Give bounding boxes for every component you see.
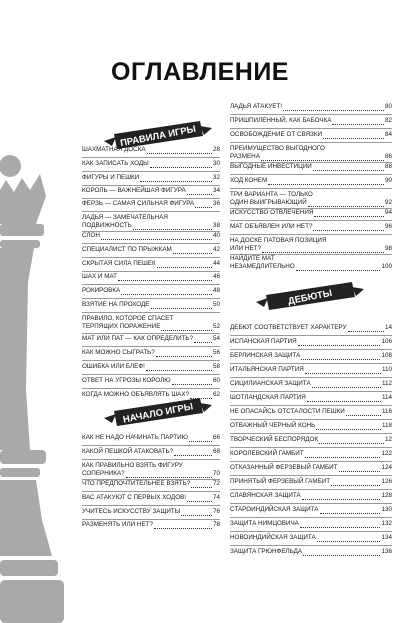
dot-leader — [332, 118, 384, 125]
toc-entry-page: 62 — [212, 391, 220, 398]
toc-entry-label: ПОДВИЖНОСТЬ — [82, 222, 132, 229]
separator-line — [230, 377, 392, 378]
toc-entry[interactable] — [82, 363, 220, 371]
section-banner-openings — [254, 281, 366, 313]
separator-line — [230, 174, 392, 175]
toc-entry-label: ВАС АТАКУЮТ С ПЕРВЫХ ХОДОВ! — [82, 494, 187, 501]
toc-entry[interactable] — [230, 177, 392, 185]
separator-line — [82, 445, 220, 446]
toc-entry-label: РОКИРОВКА — [82, 287, 121, 294]
toc-entry-label: НА ДОСКЕ ПАТОВАЯ ПОЗИЦИЯ — [230, 237, 327, 244]
toc-entry-page: 88 — [384, 163, 392, 170]
toc-entry-page: 116 — [381, 408, 392, 415]
toc-entry[interactable] — [82, 246, 220, 254]
dot-leader — [314, 210, 384, 217]
dot-leader — [300, 521, 381, 528]
toc-entry[interactable] — [230, 131, 392, 139]
dot-leader — [126, 471, 212, 478]
toc-entry[interactable] — [82, 335, 220, 343]
dot-leader — [118, 274, 212, 281]
toc-entry-page: 52 — [212, 323, 220, 330]
toc-entry[interactable] — [230, 338, 392, 346]
separator-line — [230, 363, 392, 364]
dot-leader — [298, 339, 381, 346]
toc-entry-label: РАЗМЕНА — [230, 153, 260, 160]
toc-entry[interactable] — [82, 301, 220, 309]
toc-entry-label: ОТВЕТ НА УГРОЗЫ КОРОЛЮ — [82, 377, 171, 384]
toc-entry[interactable] — [230, 478, 392, 486]
toc-entry-page: 94 — [384, 209, 392, 216]
toc-entry[interactable] — [82, 462, 220, 478]
toc-entry[interactable] — [230, 145, 392, 161]
toc-entry[interactable] — [230, 492, 392, 500]
dot-leader — [307, 395, 381, 402]
separator-line — [82, 185, 220, 186]
toc-entry-page: 50 — [212, 301, 220, 308]
dot-leader — [268, 178, 384, 185]
separator-line — [82, 346, 220, 347]
toc-entry[interactable] — [82, 160, 220, 168]
toc-entry[interactable] — [230, 408, 392, 416]
toc-entry-label: БЕРЛИНСКАЯ ЗАЩИТА — [230, 352, 301, 359]
toc-entry-page: 86 — [384, 153, 392, 160]
separator-line — [82, 243, 220, 244]
toc-entry-label: МАТ ОБЪЯВЛЕН ИЛИ НЕТ? — [230, 223, 313, 230]
toc-entry-page: 112 — [381, 380, 392, 387]
toc-entry-label: ЛАДЬЯ — ЗАМЕЧАТЕЛЬНАЯ — [82, 214, 168, 221]
dot-leader — [312, 381, 381, 388]
toc-entry-label: ИСПАНСКАЯ ПАРТИЯ — [230, 338, 297, 345]
dot-leader — [172, 378, 212, 385]
dot-leader — [156, 350, 212, 357]
toc-entry-label: ОСВОБОЖДЕНИЕ ОТ СВЯЗКИ — [230, 131, 323, 138]
toc-entry[interactable] — [82, 391, 220, 399]
toc-entry-page: 34 — [212, 187, 220, 194]
toc-entry[interactable] — [230, 366, 392, 374]
toc-entry[interactable] — [82, 521, 220, 529]
separator-line — [230, 475, 392, 476]
dot-leader — [194, 336, 212, 343]
toc-entry-page: 70 — [212, 470, 220, 477]
dot-leader — [140, 175, 212, 182]
toc-entry[interactable] — [82, 349, 220, 357]
separator-line — [230, 128, 392, 129]
dot-leader — [262, 246, 384, 253]
toc-entry-page: 72 — [212, 480, 220, 487]
toc-entry[interactable] — [82, 434, 220, 442]
toc-entry[interactable] — [230, 464, 392, 472]
toc-entry[interactable] — [230, 117, 392, 125]
dot-leader — [173, 247, 212, 254]
toc-entry-page: 48 — [212, 287, 220, 294]
toc-entry-page: 66 — [212, 434, 220, 441]
separator-line — [82, 519, 220, 520]
toc-entry[interactable] — [82, 200, 220, 208]
dot-leader — [302, 493, 381, 500]
toc-entry-page: 100 — [381, 263, 392, 270]
dot-leader — [174, 449, 212, 456]
page-title: ОГЛАВЛЕНИЕ — [111, 58, 289, 86]
dot-leader — [303, 549, 380, 556]
toc-entry-page: 58 — [212, 363, 220, 370]
separator-line — [230, 503, 392, 504]
toc-entry[interactable] — [230, 422, 392, 430]
separator-line — [82, 505, 220, 506]
separator-line — [82, 374, 220, 375]
toc-entry-label: ПРИШПИЛЕННЫЙ, КАК БАБОЧКА — [230, 117, 332, 124]
dot-leader — [313, 224, 384, 231]
toc-entry[interactable] — [82, 315, 220, 331]
toc-entry-label: ПРИНЯТЫЙ ФЕРЗЕВЫЙ ГАМБИТ — [230, 478, 331, 485]
toc-entry[interactable] — [230, 103, 392, 111]
toc-entry[interactable] — [230, 380, 392, 388]
toc-entry[interactable] — [82, 187, 220, 195]
toc-entry-label: КАК НЕ НАДО НАЧИНАТЬ ПАРТИЮ — [82, 434, 188, 441]
toc-entry-page: 132 — [381, 520, 392, 527]
toc-entry-page: 82 — [384, 117, 392, 124]
dot-leader — [313, 164, 384, 171]
toc-entry-label: СОПЕРНИКА? — [82, 470, 125, 477]
separator-line — [230, 461, 392, 462]
dot-leader — [317, 535, 381, 542]
toc-entry[interactable] — [82, 232, 220, 240]
toc-entry-page: 38 — [212, 222, 220, 229]
toc-entry-label: ТЕРПЯЩИХ ПОРАЖЕНИЕ — [82, 323, 161, 330]
toc-entry-label: КОГДА МОЖНО ОБЪЯВЛЯТЬ ШАХ? — [82, 391, 190, 398]
dot-leader — [150, 161, 212, 168]
toc-entry[interactable] — [230, 534, 392, 542]
toc-entry-page: 98 — [384, 245, 392, 252]
separator-line — [230, 545, 392, 546]
toc-entry-label: КАК ЗАПИСАТЬ ХОДЫ — [82, 160, 149, 167]
separator-line — [230, 391, 392, 392]
toc-entry-label: ИСКУССТВО ОТВЛЕЧЕНИЯ — [230, 209, 314, 216]
toc-entry-label: ФЕРЗЬ — САМАЯ СИЛЬНАЯ ФИГУРА — [82, 200, 195, 207]
toc-entry-page: 134 — [381, 534, 392, 541]
toc-entry-page: 84 — [384, 131, 392, 138]
toc-entry-label: ШАХ И МАТ — [82, 273, 117, 280]
toc-entry-page: 32 — [212, 174, 220, 181]
dot-leader — [320, 507, 381, 514]
toc-entry-label: ТВОРЧЕСКИЙ БЕСПОРЯДОК — [230, 436, 319, 443]
toc-entry-page: 28 — [212, 146, 220, 153]
dot-leader — [157, 261, 212, 268]
toc-entry-label: ХОД КОНЕМ — [230, 177, 268, 184]
dot-leader — [191, 481, 212, 488]
toc-entry-page: 90 — [384, 177, 392, 184]
toc-entry-page: 12 — [384, 436, 392, 443]
dot-leader — [187, 188, 212, 195]
toc-entry[interactable] — [230, 352, 392, 360]
toc-entry-label: РАЗМЕНЯТЬ ИЛИ НЕТ? — [82, 521, 154, 528]
dot-leader — [261, 154, 384, 161]
toc-entry-page: 80 — [384, 103, 392, 110]
toc-entry-label: ПРАВИЛО, КОТОРОЕ СПАСЕТ — [82, 315, 174, 322]
toc-entry-page: 110 — [381, 366, 392, 373]
separator-line — [82, 388, 220, 389]
toc-entry-label: НЕ ОПАСАЙСЬ ОТСТАЛОСТИ ПЕШКИ — [230, 408, 345, 415]
separator-line — [230, 349, 392, 350]
toc-entry[interactable] — [230, 520, 392, 528]
queen-silhouette-icon — [0, 150, 64, 623]
toc-entry[interactable] — [230, 255, 392, 271]
toc-entry-label: СЛОН — [82, 232, 100, 239]
separator-line — [82, 312, 220, 313]
dot-leader — [154, 522, 212, 529]
dot-leader — [331, 479, 380, 486]
toc-entry-page: 44 — [212, 260, 220, 267]
toc-entry-page: 126 — [381, 478, 392, 485]
toc-entry-label: НАЙДИТЕ МАТ — [230, 255, 275, 262]
separator-line — [230, 405, 392, 406]
toc-entry[interactable] — [82, 214, 220, 230]
toc-entry-label: МАТ ИЛИ ПАТ — КАК ОПРЕДЕЛИТЬ? — [82, 335, 194, 342]
toc-entry-page: 78 — [212, 521, 220, 528]
separator-line — [230, 114, 392, 115]
toc-entry-page: 68 — [212, 448, 220, 455]
separator-line — [230, 335, 392, 336]
toc-entry-page: 74 — [212, 494, 220, 501]
toc-entry-page: 76 — [212, 508, 220, 515]
toc-entry-page: 130 — [381, 506, 392, 513]
toc-entry-label: СПЕЦИАЛИСТ ПО ПРЫЖКАМ — [82, 246, 172, 253]
separator-line — [230, 447, 392, 448]
separator-line — [230, 433, 392, 434]
toc-entry-page: 136 — [381, 548, 392, 555]
toc-entry-page: 56 — [212, 349, 220, 356]
separator-line — [230, 220, 392, 221]
separator-line — [82, 298, 220, 299]
dot-leader — [190, 392, 212, 399]
dot-leader — [316, 423, 381, 430]
toc-entry-page: 108 — [381, 352, 392, 359]
toc-entry[interactable] — [230, 506, 392, 514]
toc-entry-page: 36 — [212, 200, 220, 207]
toc-entry-label: КАК МОЖНО СЫГРАТЬ? — [82, 349, 155, 356]
toc-entry-label: КОРОЛЕВСКИЙ ГАМБИТ — [230, 450, 304, 457]
toc-entry[interactable] — [230, 209, 392, 217]
toc-entry-page: 30 — [212, 160, 220, 167]
dot-leader — [195, 201, 212, 208]
toc-entry-label: ВЫГОДНЫЕ ИНВЕСТИЦИИ — [230, 163, 312, 170]
toc-entry[interactable] — [230, 450, 392, 458]
dot-leader — [181, 509, 212, 516]
dot-leader — [348, 325, 384, 332]
toc-entry-page: 46 — [212, 273, 220, 280]
toc-entry-page: 124 — [381, 464, 392, 471]
toc-entry[interactable] — [82, 480, 220, 488]
toc-entry-label: ЛАДЬЯ АТАКУЕТ! — [230, 103, 283, 110]
toc-entry-page: 14 — [384, 324, 392, 331]
toc-entry[interactable] — [82, 377, 220, 385]
toc-entry-label: ЧТО ПРЕДПОЧТИТЕЛЬНЕЕ ВЗЯТЬ? — [82, 480, 191, 487]
toc-entry-page: 106 — [381, 338, 392, 345]
section-heading: ДЕБЮТЫ — [287, 287, 333, 307]
toc-entry-label: ШОТЛАНДСКАЯ ПАРТИЯ — [230, 394, 306, 401]
dot-leader — [189, 435, 212, 442]
toc-entry[interactable] — [230, 163, 392, 171]
separator-line — [230, 517, 392, 518]
dot-leader — [121, 288, 212, 295]
toc-entry-label: ОТВАЖНЫЙ ЧЕРНЫЙ КОНЬ — [230, 422, 316, 429]
separator-line — [82, 459, 220, 460]
toc-entry-label: ИЛИ НЕТ? — [230, 245, 262, 252]
dot-leader — [133, 223, 212, 230]
toc-entry[interactable] — [82, 494, 220, 502]
toc-entry-page: 54 — [212, 335, 220, 342]
dot-leader — [296, 264, 381, 271]
separator-line — [82, 171, 220, 172]
toc-entry-page: 118 — [381, 422, 392, 429]
toc-entry-label: НОВОИНДИЙСКАЯ ЗАЩИТА — [230, 534, 316, 541]
toc-entry[interactable] — [82, 508, 220, 516]
toc-entry[interactable] — [230, 394, 392, 402]
dot-leader — [151, 302, 212, 309]
toc-entry-label: КАКОЙ ПЕШКОЙ АТАКОВАТЬ? — [82, 448, 174, 455]
separator-line — [82, 271, 220, 272]
separator-line — [82, 284, 220, 285]
toc-entry[interactable] — [82, 146, 220, 154]
toc-entry-label: ТРИ ВАРИАНТА — ТОЛЬКО — [230, 191, 313, 198]
section-heading: НАЧАЛО ИГРЫ — [121, 400, 194, 426]
dot-leader — [283, 104, 384, 111]
separator-line — [82, 491, 220, 492]
toc-entry-label: КОРОЛЬ — ВАЖНЕЙШАЯ ФИГУРА — [82, 187, 186, 194]
toc-entry-page: 92 — [384, 199, 392, 206]
toc-entry-label: ПРЕИМУЩЕСТВО ВЫГОДНОГО — [230, 145, 325, 152]
dot-leader — [101, 233, 212, 240]
toc-entry[interactable] — [82, 287, 220, 295]
toc-entry-label: СИЦИЛИАНСКАЯ ЗАЩИТА — [230, 380, 311, 387]
toc-entry-label: ОТКАЗАННЫЙ ФЕРЗЕВЫЙ ГАМБИТ — [230, 464, 338, 471]
toc-entry[interactable] — [82, 174, 220, 182]
toc-entry-label: НЕЗАМЕДЛИТЕЛЬНО — [230, 263, 295, 270]
toc-entry-label: СТАРОИНДИЙСКАЯ ЗАЩИТА — [230, 506, 319, 513]
dot-leader — [147, 147, 212, 154]
separator-line — [230, 234, 392, 235]
toc-entry-label: УЧИТЕСЬ ИСКУССТВУ ЗАЩИТЫ — [82, 508, 181, 515]
dot-leader — [161, 324, 212, 331]
toc-entry-page: 122 — [381, 450, 392, 457]
dot-leader — [305, 367, 381, 374]
separator-line — [82, 360, 220, 361]
separator-line — [230, 419, 392, 420]
toc-entry[interactable] — [230, 191, 392, 207]
separator-line — [82, 257, 220, 258]
separator-line — [82, 333, 220, 334]
toc-entry[interactable] — [230, 324, 392, 332]
toc-entry-label: КАК ПРАВИЛЬНО ВЗЯТЬ ФИГУРУ — [82, 462, 183, 469]
toc-entry-page: 60 — [212, 377, 220, 384]
toc-entry[interactable] — [230, 436, 392, 444]
toc-entry[interactable] — [82, 273, 220, 281]
dot-leader — [146, 364, 212, 371]
toc-entry-page: 114 — [381, 394, 392, 401]
toc-entry-label: ЗАЩИТА НИМЦОВИЧА — [230, 520, 299, 527]
dot-leader — [323, 132, 384, 139]
toc-entry-label: ИТАЛЬЯНСКАЯ ПАРТИЯ — [230, 366, 304, 373]
toc-entry-label: ОДИН ВЫИГРЫВАЮЩИЙ — [230, 199, 307, 206]
toc-entry-page: 42 — [212, 246, 220, 253]
toc-entry[interactable] — [82, 260, 220, 268]
toc-entry[interactable] — [230, 237, 392, 253]
toc-entry-label: СКРЫТАЯ СИЛА ПЕШЕК — [82, 260, 156, 267]
separator-line — [230, 142, 392, 143]
separator-line — [82, 198, 220, 199]
toc-entry-page: 96 — [384, 223, 392, 230]
separator-line — [230, 489, 392, 490]
section-banner-start — [102, 397, 214, 429]
dot-leader — [187, 495, 212, 502]
dot-leader — [301, 353, 380, 360]
separator-line — [82, 157, 220, 158]
toc-entry[interactable] — [82, 448, 220, 456]
dot-leader — [346, 409, 381, 416]
toc-entry[interactable] — [230, 548, 392, 556]
toc-entry-page: 40 — [212, 232, 220, 239]
separator-line — [230, 531, 392, 532]
toc-entry-label: ШАХМАТНАЯ ДОСКА — [82, 146, 146, 153]
separator-line — [82, 211, 220, 212]
section-heading: ПРАВИЛА ИГРЫ — [119, 123, 197, 149]
separator-line — [230, 188, 392, 189]
toc-entry-label: СЛАВЯНСКАЯ ЗАЩИТА — [230, 492, 301, 499]
toc-entry-label: ВЗЯТИЕ НА ПРОХОДЕ — [82, 301, 150, 308]
dot-leader — [319, 437, 384, 444]
toc-entry-label: ФИГУРЫ И ПЕШКИ — [82, 174, 140, 181]
toc-entry[interactable] — [230, 223, 392, 231]
toc-entry-label: ЗАЩИТА ГРЮНФЕЛЬДА — [230, 548, 303, 555]
toc-entry-label: ОШИБКА ИЛИ БЛЕФ! — [82, 363, 145, 370]
dot-leader — [305, 451, 381, 458]
dot-leader — [308, 200, 384, 207]
toc-entry-label: ДЕБЮТ СООТВЕТСТВУЕТ ХАРАКТЕРУ — [230, 324, 347, 331]
toc-entry-page: 128 — [381, 492, 392, 499]
dot-leader — [339, 465, 381, 472]
